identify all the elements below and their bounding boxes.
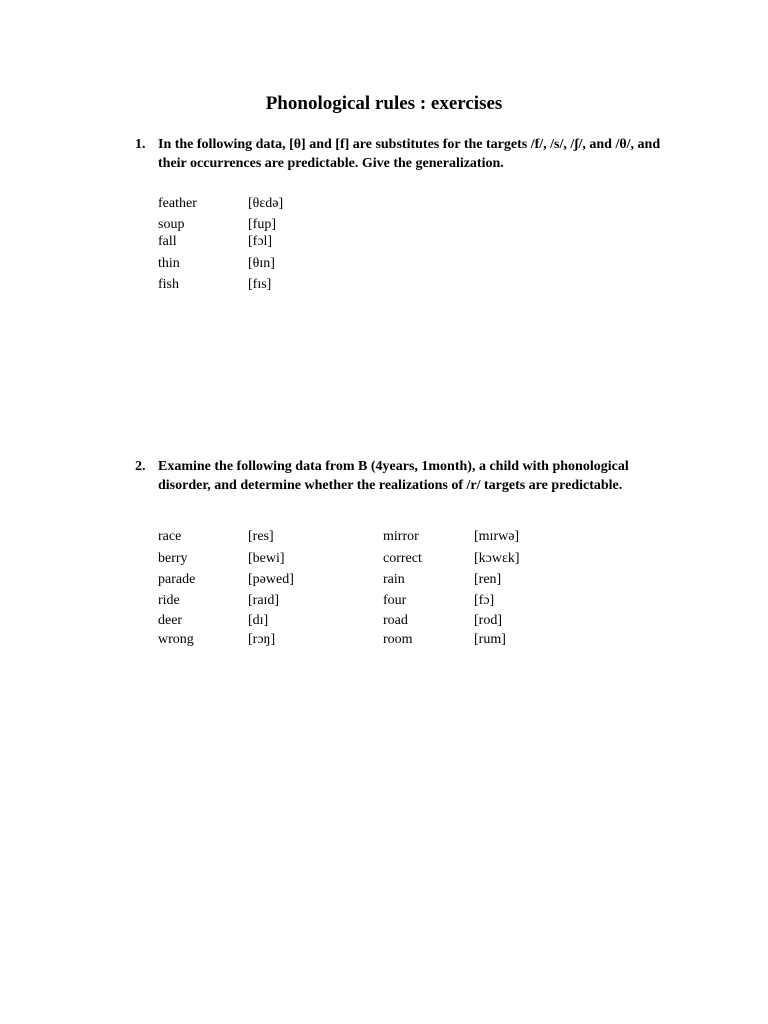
transcription: [fɪs] — [248, 277, 272, 292]
word: thin — [158, 256, 180, 271]
transcription: [rɔŋ] — [248, 632, 276, 647]
word: rain — [383, 572, 405, 587]
transcription: [rum] — [474, 632, 506, 647]
word: mirror — [383, 529, 419, 544]
question-text: In the following data, [θ] and [f] are substitutes for the targets /f/, /s/, /ʃ/, and /θ/, and their occurrences are predictable. Give the generalization. — [158, 137, 661, 171]
question-text: Examine the following data from B (4years, 1month), a child with phonological disorder, and determine whether the realizations of /r/ targets are predictable. — [158, 459, 629, 493]
word: parade — [158, 572, 196, 587]
transcription: [fɔ] — [474, 593, 495, 608]
transcription: [rod] — [474, 613, 502, 628]
word: deer — [158, 613, 183, 628]
word: wrong — [158, 632, 194, 647]
transcription: [θɪn] — [248, 256, 275, 271]
transcription: [ren] — [474, 572, 502, 587]
word: soup — [158, 217, 185, 232]
question-1 — [135, 135, 665, 173]
transcription: [θɛdə] — [248, 196, 284, 211]
transcription: [res] — [248, 529, 274, 544]
page-title: Phonological rules : exercises — [265, 93, 503, 114]
question-2 — [135, 457, 665, 495]
word: ride — [158, 593, 180, 608]
transcription: [fɔl] — [248, 234, 273, 249]
word: feather — [158, 196, 197, 211]
word: road — [383, 613, 408, 628]
question-number: 1. — [135, 137, 146, 152]
transcription: [kɔwɛk] — [474, 551, 520, 566]
word: room — [383, 632, 413, 647]
word: correct — [383, 551, 422, 566]
word: berry — [158, 551, 188, 566]
transcription: [bewi] — [248, 551, 285, 566]
transcription: [dɪ] — [248, 613, 269, 628]
transcription: [mɪrwə] — [474, 529, 520, 544]
word: race — [158, 529, 182, 544]
transcription: [pəwed] — [248, 572, 294, 587]
word: fall — [158, 234, 177, 249]
transcription: [fup] — [248, 217, 276, 232]
transcription: [raɪd] — [248, 593, 280, 608]
word: fish — [158, 277, 179, 292]
question-number: 2. — [135, 459, 146, 474]
word: four — [383, 593, 407, 608]
